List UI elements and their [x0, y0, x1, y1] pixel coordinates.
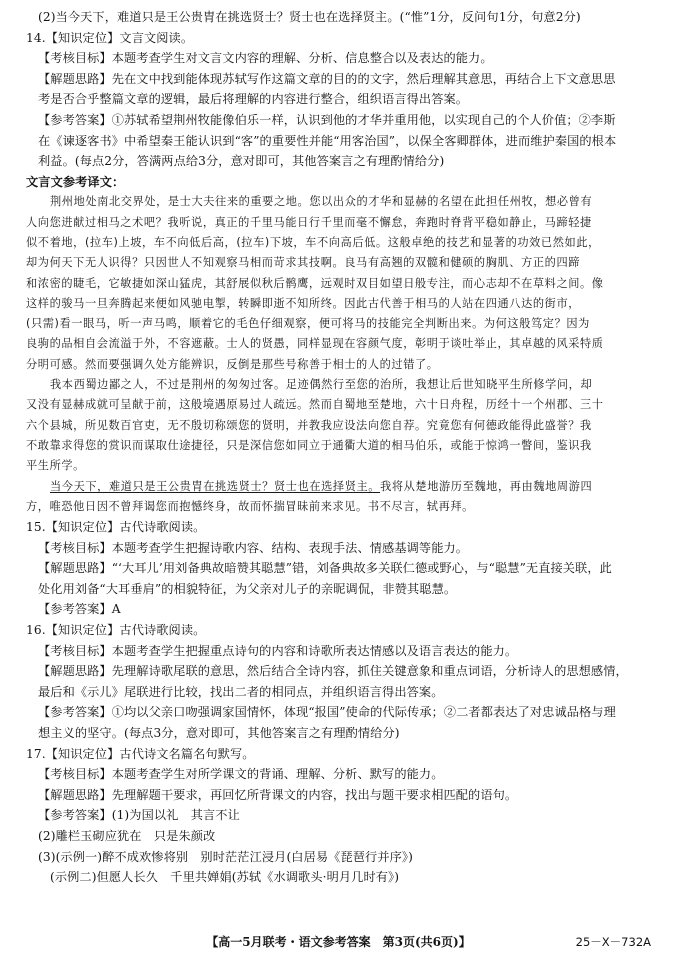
underlined-sentence: 当今天下，难道只是王公贵胄在挑选贤士？贤士也在选择贤主。	[50, 479, 381, 493]
text-line: 我本西蜀边鄙之人，不过是荆州的匆匆过客。足迹偶然行至您的治所，我想让后世知晓平生所修学问，却	[50, 378, 593, 392]
text-line: 和浓密的睫毛，它敏捷如深山猛虎，其舒展似秋后鹘鹰，远观时双目如望日般专注，而心志却不在草料之间。像	[26, 276, 604, 290]
page-footer	[26, 932, 651, 952]
text-line: 六个县城，所见数百官吏，无不殷切称颂您的贤明，并教我应设法向您自荐。究竟您有何德政能得此盛誉？我	[26, 418, 592, 432]
text-line: 15.【知识定位】古代诗歌阅读。	[26, 520, 206, 535]
text-line: 平生所学。	[26, 459, 85, 473]
text-line: 【参考答案】①苏轼希望荆州牧能像伯乐一样，认识到他的才华并重用他，以实现自己的个人价值；②李斯	[38, 112, 616, 127]
text-line: 【考核目标】本题考查学生对所学课文的背诵、理解、分析、默写的能力。	[38, 767, 444, 782]
text-line: 最后和《示儿》尾联进行比较，找出二者的相同点，并组织语言得出答案。	[38, 684, 444, 699]
text-line: 【考核目标】本题考查学生对文言文内容的理解、分析、信息整合以及表达的能力。	[38, 51, 493, 66]
text-line: 17.【知识定位】古代诗文名篇名句默写。	[26, 746, 255, 761]
text-line	[26, 477, 651, 497]
text-line: 【考核目标】本题考查学生把握诗歌内容、结构、表现手法、情感基调等能力。	[38, 540, 469, 555]
text-line: 【考核目标】本题考查学生把握重点诗句的内容和诗歌所表达情感以及语言表达的能力。	[38, 643, 518, 658]
footer-page-info: 【高一5月联考・语文参考答案 第3页(共6页)】	[206, 935, 471, 949]
text-line: 似不着地，(拉车)上坡，车不向低后高，(拉车)下坡，车不向高后低。这般卓绝的技艺和显著的功效已然如此，	[26, 235, 600, 249]
text-line: 不敢靠求得您的赏识而谋取仕途捷径，只是深信您如同立于通衢大道的相马伯乐，或能于惊鸿一瞥间，鉴识我	[26, 438, 592, 452]
text-line: 却为何天下无人识得？只因世人不知观察马相而苛求其技啊。良马有高翘的双髋和健硕的胸肌、方正的四蹄	[26, 256, 581, 270]
text-line: 14.【知识定位】文言文阅读。	[26, 30, 194, 45]
text-line: 文言文参考译文：	[26, 174, 125, 189]
text-line: 这样的骏马一旦奔腾起来便如风驰电掣，转瞬即逝不知所终。因此古代善于相马的人站在四通八达的街市，	[26, 296, 581, 310]
text-line: 在《谏逐客书》中希望秦王能认识到“客”的重要性并能“用客治国”，以保全客卿群体，进而维护秦国的根本	[38, 133, 617, 148]
text-line: 考是否合乎整篇文章的逻辑，最后将理解的内容进行整合，组织语言得出答案。	[38, 92, 469, 107]
text-line: 方，唯恐他日因不曾拜谒您而抱憾终身，故而怀揣冒昧前来求见。书不尽言，轼再拜。	[26, 499, 474, 513]
text-line: (3)(示例一)醉不成欢惨将别 别时茫茫江浸月(白居易《琵琶行并序》)	[38, 849, 413, 864]
line-continuation: 我将从楚地游历至魏地，再由魏地周游四	[380, 479, 593, 493]
text-line: 【解题思路】先在文中找到能体现苏轼写作这篇文章的目的的文字，然后理解其意思，再结合上下文意思思	[38, 71, 616, 86]
text-line: 良驹的品相自会流溢于外，不容遮蔽。士人的贤愚，同样显现在容颜气度，彰明于谈吐举止，其卓越的风采特质	[26, 337, 604, 351]
text-line: 人向您进献过相马之术吧？我听说，真正的千里马能日行千里而毫不懈怠，奔跑时脊背平稳如静止，马蹄轻捷	[26, 215, 592, 229]
text-line: 想主义的坚守。(每点3分，意对即可，其他答案言之有理酌情给分)	[38, 726, 400, 741]
text-line: 处化用刘备“大耳垂肩”的相貌特征，为父亲对儿子的亲昵调侃，非赞其聪慧。	[38, 581, 457, 596]
text-line: 又没有显赫成就可呈献于前，这般境遇原易过人疏远。然而自蜀地至楚地，六十日舟程，历经十一个州郡、三十	[26, 398, 604, 412]
text-line: (2)当今天下，难道只是王公贵胄在挑选贤士？贤士也在选择贤主。(“惟”1分，反问句1分，句意2分)	[38, 10, 581, 24]
text-line: 【参考答案】A	[38, 602, 121, 617]
footer-exam-code: 25－X－732A	[575, 935, 651, 949]
text-line: (示例二)但愿人长久 千里共婵娟(苏轼《水调歌头·明月几时有》)	[50, 870, 400, 885]
text-line: (只需)看一眼马，听一声马鸣，顺着它的毛色仔细观察，便可将马的技能完全判断出来。为何这般笃定？因为	[26, 317, 590, 331]
text-line: 【解题思路】“‘大耳儿’用刘备典故暗赞其聪慧”错，刘备典故多关联仁德或野心，与“聪慧”无直接关联，此	[38, 561, 612, 576]
text-line: 利益。(每点2分，答满两点给3分，意对即可，其他答案言之有理酌情给分)	[38, 154, 445, 169]
text-line: 分明可感。然而要强调久处方能辨识，反倒是那些号称善于相士的人的过错了。	[26, 357, 439, 371]
text-line: 【解题思路】先理解题干要求，再回忆所背课文的内容，找出与题干要求相匹配的语句。	[38, 787, 518, 802]
text-line: 荆州地处南北交界处，是士大夫往来的重要之地。您以出众的才华和显赫的名望在此担任州牧，想必曾有	[50, 195, 593, 209]
text-line: 16.【知识定位】古代诗歌阅读。	[26, 623, 206, 638]
text-line: 【参考答案】①均以父亲口吻强调家国情怀，体现“报国”使命的代际传承；②二者都表达了对忠诚品格与理	[38, 705, 616, 720]
answer-key-body	[26, 7, 651, 888]
text-line: 【解题思路】先理解诗歌尾联的意思，然后结合全诗内容，抓住关键意象和重点词语，分析诗人的思想感情，	[38, 664, 628, 679]
text-line: 【参考答案】(1)为国以礼 其言不让	[38, 808, 240, 823]
text-line: (2)雕栏玉砌应犹在 只是朱颜改	[38, 829, 216, 843]
